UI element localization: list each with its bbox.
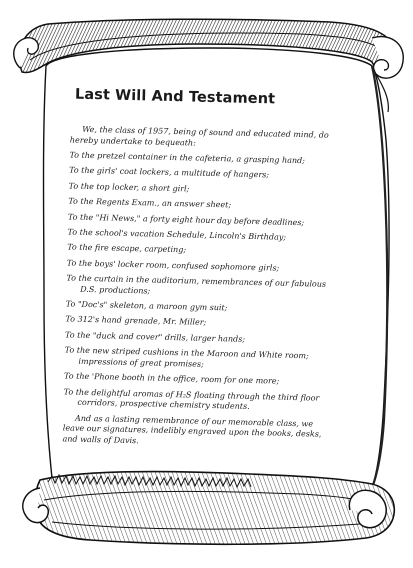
page-title: Last Will And Testament	[74, 86, 276, 108]
bequest-item: To "Doc's" skeleton, a maroon gym suit;	[65, 299, 228, 313]
bequest-item: To the pretzel container in the cafeteria, a grasping hand;	[69, 150, 306, 166]
bequest-list	[62, 124, 332, 456]
bequest-item: To the curtain in the auditorium, remembrances of our fabulous D.S. productions;	[66, 273, 327, 296]
closing-paragraph: And as a lasting remembrance of our memorable class, we leave our signatures, indelibly engraved upon the books, desks, and walls of Davis.	[62, 413, 322, 446]
bequest-item: To the school's vacation Schedule, Lincoln's Birthday;	[67, 227, 287, 242]
bequest-item: To the 'Phone booth in the office, room for one more;	[63, 371, 280, 386]
bequest-item: To the delightful aromas of H₂S floating through the third floor corridors, prospective chemistry students.	[63, 387, 320, 412]
bequest-item: To the top locker, a short girl;	[68, 181, 190, 194]
bequest-item: To the "duck and cover" drills, larger hands;	[64, 330, 246, 344]
bequest-item: To the "Hi News," a forty eight hour day before deadlines;	[67, 212, 305, 227]
bequest-item: To the Regents Exam., an answer sheet;	[68, 196, 232, 210]
intro-paragraph: We, the class of 1957, being of sound and educated mind, do hereby undertake to bequeath:	[69, 124, 329, 148]
scroll-bottom-roll	[23, 472, 394, 545]
bequest-item: To 312's hand grenade, Mr. Miller;	[65, 314, 207, 328]
bequest-item: To the girls' coat lockers, a multitude of hangers;	[69, 165, 270, 180]
bequest-item: To the boys' locker room, confused sophomore girls;	[66, 258, 280, 273]
bequest-item: To the new striped cushions in the Maroon and White room; impressions of great promises;	[64, 345, 309, 369]
bequest-item: To the fire escape, carpeting;	[67, 242, 187, 255]
